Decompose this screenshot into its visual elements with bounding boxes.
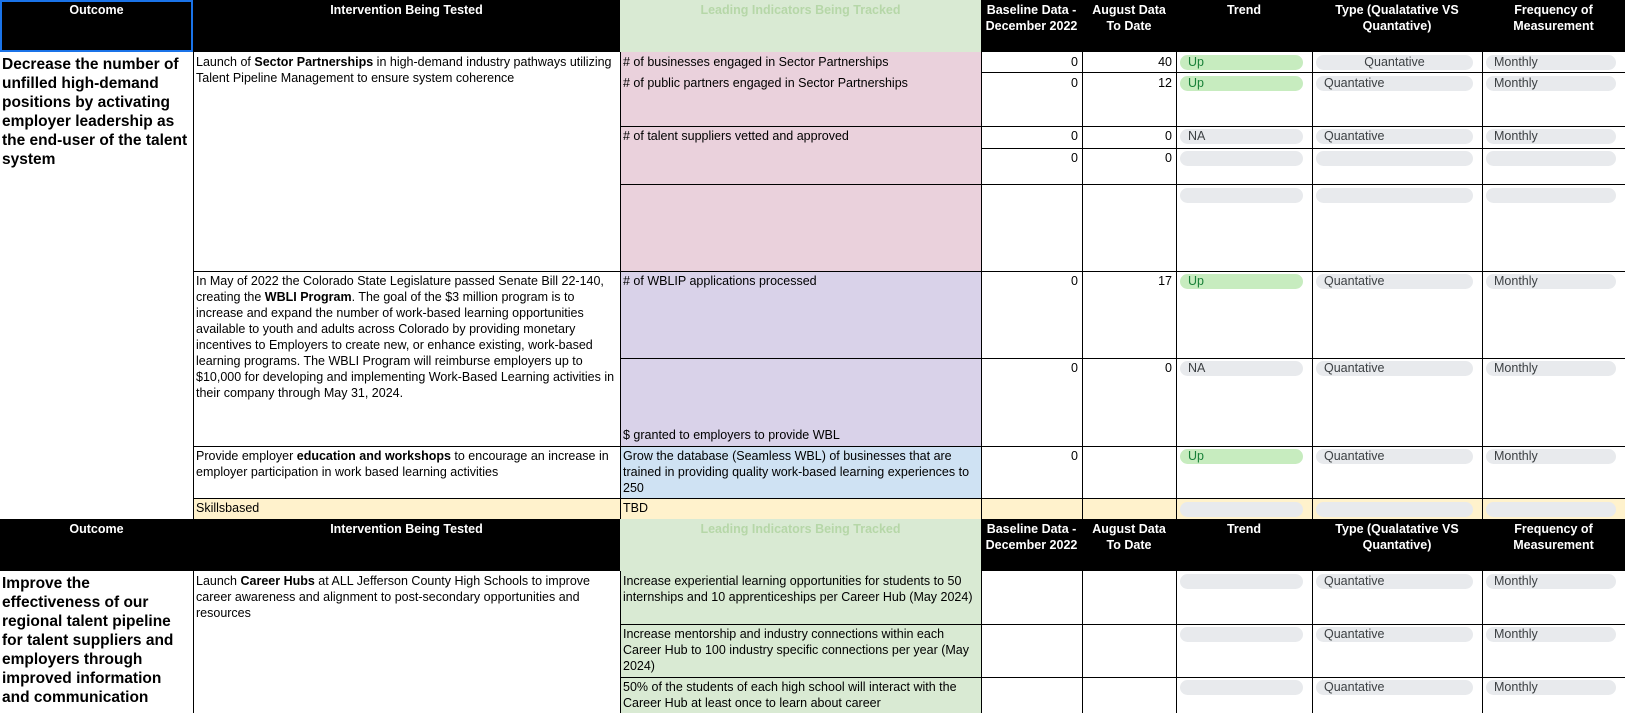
indicator-cell[interactable]: # of businesses engaged in Sector Partnerships <box>620 52 981 73</box>
indicator-text: $ granted to employers to provide WBL <box>623 428 840 442</box>
baseline-cell[interactable]: 0 <box>1071 129 1078 143</box>
trend-chip[interactable]: Up <box>1180 449 1303 464</box>
intervention-cell-skillsbased[interactable]: Skillsbased <box>193 498 620 519</box>
header-type[interactable]: Type (Qualatative VS Quantative) <box>1312 519 1482 571</box>
august-cell[interactable]: 17 <box>1158 274 1172 288</box>
intervention-bold: WBLI Program <box>264 290 352 304</box>
type-chip[interactable]: Quantative <box>1316 449 1473 464</box>
grid-line <box>1482 571 1483 713</box>
grid-line <box>981 52 982 519</box>
trend-chip[interactable]: NA <box>1180 129 1303 144</box>
baseline-cell[interactable]: 0 <box>1071 274 1078 288</box>
header-outcome[interactable]: Outcome <box>0 519 193 571</box>
header-type[interactable]: Type (Qualatative VS Quantative) <box>1312 0 1482 52</box>
header-intervention[interactable]: Intervention Being Tested <box>193 519 620 571</box>
grid-line <box>193 446 1625 447</box>
type-chip[interactable] <box>1316 188 1473 203</box>
frequency-chip[interactable]: Monthly <box>1486 274 1616 289</box>
intervention-text: at ALL Jefferson County High Schools to improve career awareness and alignment to post-secondary opportunities and resources <box>196 574 590 620</box>
header-baseline[interactable]: Baseline Data - December 2022 <box>981 519 1082 571</box>
grid-line <box>1176 571 1177 713</box>
grid-line <box>193 498 1625 499</box>
baseline-cell[interactable]: 0 <box>1071 449 1078 463</box>
intervention-text: Launch <box>196 574 241 588</box>
intervention-cell-wbli[interactable] <box>193 271 620 446</box>
header-trend[interactable]: Trend <box>1176 0 1312 52</box>
header-intervention[interactable]: Intervention Being Tested <box>193 0 620 52</box>
intervention-text: Provide employer <box>196 449 297 463</box>
trend-chip[interactable] <box>1180 627 1303 642</box>
intervention-text: in high-demand industry pathways utilizing Talent Pipeline Management to ensure system coherence <box>196 55 612 85</box>
trend-chip[interactable]: Up <box>1180 274 1303 289</box>
grid-line <box>1176 52 1177 519</box>
indicator-cell[interactable]: Increase experiential learning opportunities for students to 50 internships and 10 apprenticeships per Career Hub (May 2024) <box>620 571 981 624</box>
intervention-text: to encourage an increase in employer participation in work based learning activities <box>196 449 609 479</box>
august-cell[interactable]: 12 <box>1158 76 1172 90</box>
grid-line <box>620 624 1625 625</box>
header-trend[interactable]: Trend <box>1176 519 1312 571</box>
frequency-chip[interactable]: Monthly <box>1486 129 1616 144</box>
header-baseline[interactable]: Baseline Data - December 2022 <box>981 0 1082 52</box>
trend-chip[interactable] <box>1180 680 1303 695</box>
grid-line <box>620 52 621 519</box>
header-indicators[interactable]: Leading Indicators Being Tracked <box>620 0 981 52</box>
header-frequency[interactable]: Frequency of Measurement <box>1482 0 1625 52</box>
intervention-cell-workshops[interactable] <box>193 446 620 498</box>
indicator-cell[interactable]: Grow the database (Seamless WBL) of businesses that are trained in providing quality work-based learning experiences to 250 <box>620 446 981 498</box>
type-chip[interactable]: Quantative <box>1316 680 1473 695</box>
intervention-text: Launch of <box>196 55 255 69</box>
header-indicators[interactable]: Leading Indicators Being Tracked <box>620 519 981 571</box>
baseline-cell[interactable]: 0 <box>1071 361 1078 375</box>
trend-chip[interactable]: Up <box>1180 76 1303 91</box>
frequency-chip[interactable]: Monthly <box>1486 680 1616 695</box>
trend-chip[interactable]: Up <box>1180 55 1303 70</box>
intervention-cell-career-hubs[interactable] <box>193 571 620 713</box>
grid-line <box>193 571 194 713</box>
type-chip[interactable]: Quantative <box>1316 274 1473 289</box>
intervention-text: . The goal of the $3 million program is to increase and expand the number of work-based learning opportunities available to youth and adults across Colorado by providing monetary incentives to Employers to create new, or enhance existing, work-based learning programs. The WBLI Program will reimburse employers up to $10,000 for developing and implementing Work-Based Learning activities in their company through May 31, 2024. <box>196 290 615 400</box>
type-chip[interactable]: Quantative <box>1316 129 1473 144</box>
frequency-chip[interactable]: Monthly <box>1486 574 1616 589</box>
intervention-cell-sector-partnerships[interactable] <box>193 52 620 271</box>
frequency-chip[interactable]: Monthly <box>1486 449 1616 464</box>
outcome-cell-1[interactable]: Decrease the number of unfilled high-demand positions by activating employer leadership as the end-user of the talent system <box>2 56 188 168</box>
trend-chip[interactable] <box>1180 188 1303 203</box>
august-cell[interactable]: 0 <box>1165 151 1172 165</box>
grid-line <box>981 571 982 713</box>
grid-line <box>620 571 621 713</box>
type-chip[interactable] <box>1316 502 1473 517</box>
header-august[interactable]: August Data To Date <box>1082 0 1176 52</box>
baseline-cell[interactable]: 0 <box>1071 55 1078 69</box>
indicator-cell[interactable]: # of WBLIP applications processed <box>620 271 981 358</box>
type-chip[interactable]: Quantative <box>1316 574 1473 589</box>
august-cell[interactable]: 40 <box>1158 55 1172 69</box>
intervention-text: In May of 2022 the Colorado State Legislature passed Senate Bill 22-140, creating the <box>196 274 604 304</box>
frequency-chip[interactable]: Monthly <box>1486 361 1616 376</box>
header-outcome[interactable]: Outcome <box>0 0 193 52</box>
grid-line <box>1082 571 1083 713</box>
intervention-bold: Career Hubs <box>240 574 315 588</box>
grid-line <box>193 52 194 519</box>
frequency-chip[interactable] <box>1486 188 1616 203</box>
frequency-chip[interactable]: Monthly <box>1486 55 1616 70</box>
intervention-bold: Sector Partnerships <box>254 55 374 69</box>
trend-chip[interactable] <box>1180 151 1303 166</box>
trend-chip[interactable] <box>1180 502 1303 517</box>
grid-line <box>620 126 1625 127</box>
type-chip[interactable]: Quantative <box>1316 55 1473 70</box>
indicator-cell[interactable] <box>620 358 981 446</box>
baseline-cell[interactable]: 0 <box>1071 76 1078 90</box>
indicator-cell[interactable]: # of public partners engaged in Sector Partnerships <box>620 73 981 126</box>
outcome-cell-2[interactable]: Improve the effectiveness of our regional talent pipeline for talent suppliers and employers through improved information and communication <box>2 575 174 706</box>
indicator-cell[interactable]: 50% of the students of each high school will interact with the Career Hub at least once to learn about career <box>620 677 981 713</box>
frequency-chip[interactable] <box>1486 151 1616 166</box>
type-chip[interactable]: Quantative <box>1316 76 1473 91</box>
baseline-cell[interactable]: 0 <box>1071 151 1078 165</box>
trend-chip[interactable] <box>1180 574 1303 589</box>
grid-line <box>1482 52 1483 519</box>
header-frequency[interactable]: Frequency of Measurement <box>1482 519 1625 571</box>
indicator-cell[interactable]: TBD <box>620 498 981 519</box>
indicator-cell[interactable]: Increase mentorship and industry connections within each Career Hub to 100 industry specific connections per year (May 2024) <box>620 624 981 677</box>
indicator-cell[interactable]: # of talent suppliers vetted and approved <box>620 126 981 184</box>
grid-line <box>193 271 1625 272</box>
grid-line <box>1312 571 1313 713</box>
indicator-cell[interactable] <box>620 184 981 271</box>
header-august[interactable]: August Data To Date <box>1082 519 1176 571</box>
grid-line <box>1312 52 1313 519</box>
frequency-chip[interactable] <box>1486 502 1616 517</box>
grid-line <box>620 358 1625 359</box>
type-chip[interactable] <box>1316 151 1473 166</box>
type-chip[interactable]: Quantative <box>1316 361 1473 376</box>
grid-line <box>620 184 1625 185</box>
intervention-bold: education and workshops <box>296 449 451 463</box>
august-cell[interactable]: 0 <box>1165 361 1172 375</box>
frequency-chip[interactable]: Monthly <box>1486 76 1616 91</box>
grid-line <box>1082 52 1083 519</box>
grid-line <box>620 677 1625 678</box>
grid-line <box>981 148 1625 149</box>
august-cell[interactable]: 0 <box>1165 129 1172 143</box>
type-chip[interactable]: Quantative <box>1316 627 1473 642</box>
frequency-chip[interactable]: Monthly <box>1486 627 1616 642</box>
trend-chip[interactable]: NA <box>1180 361 1303 376</box>
grid-line <box>981 72 1625 73</box>
